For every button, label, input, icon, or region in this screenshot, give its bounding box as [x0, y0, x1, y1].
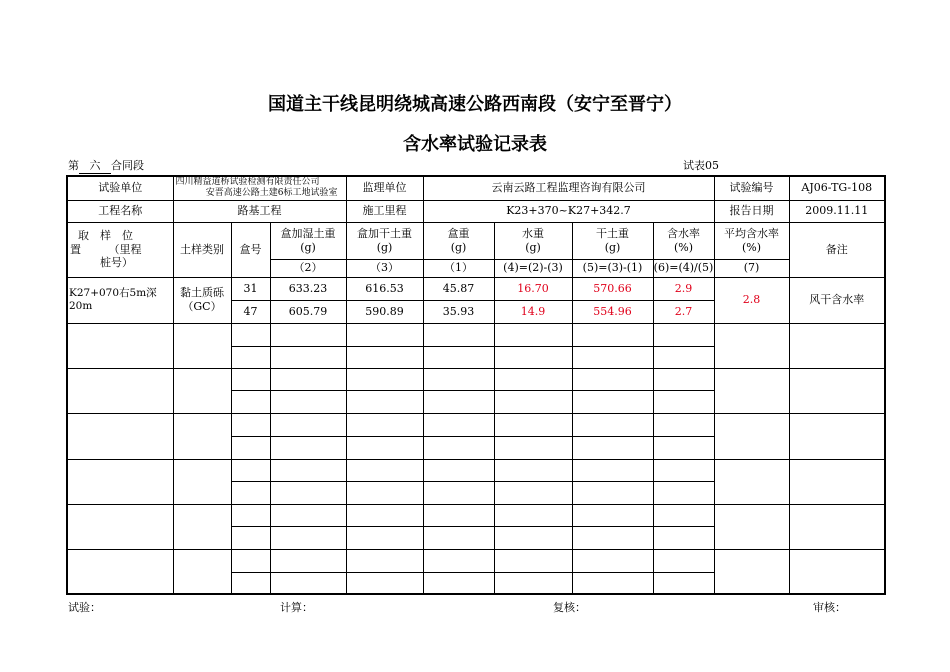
empty-cell [653, 459, 714, 481]
dry-soil-header [572, 222, 653, 259]
empty-cell [346, 572, 423, 594]
empty-cell [231, 549, 270, 572]
dry-header [346, 222, 423, 259]
empty-cell [270, 572, 346, 594]
empty-cell [653, 549, 714, 572]
empty-row [67, 323, 885, 346]
box-no-header: 盒号 [231, 222, 270, 277]
empty-cell [173, 323, 231, 368]
empty-cell [789, 459, 885, 504]
info-row-project [67, 200, 885, 222]
empty-cell [231, 346, 270, 368]
box-weight-cell: 35.93 [423, 300, 494, 323]
empty-cell [494, 572, 572, 594]
empty-cell [714, 413, 789, 459]
soil-type-header: 土样类别 [173, 222, 231, 277]
moisture-cell: 2.7 [653, 300, 714, 323]
empty-cell [270, 526, 346, 549]
table-row [67, 277, 885, 300]
tester-label: 试验： [68, 601, 101, 614]
empty-cell [572, 526, 653, 549]
box-header-title: 盒重 [447, 226, 470, 240]
test-no-label: 试验编号 [714, 176, 789, 200]
empty-cell [494, 459, 572, 481]
empty-cell [270, 504, 346, 526]
avg-header [714, 222, 789, 259]
sample-header-line3: 桩号） [100, 256, 133, 270]
contract-prefix: 第 [68, 159, 79, 172]
mileage-label: 施工里程 [346, 200, 423, 222]
empty-cell [346, 390, 423, 413]
empty-cell [270, 481, 346, 504]
empty-cell [423, 413, 494, 436]
empty-cell [67, 459, 173, 504]
empty-cell [346, 413, 423, 436]
empty-cell [231, 413, 270, 436]
empty-cell [423, 346, 494, 368]
empty-cell [67, 368, 173, 413]
empty-cell [346, 504, 423, 526]
empty-cell [423, 549, 494, 572]
form-title: 含水率试验记录表 [403, 134, 547, 155]
empty-cell [572, 481, 653, 504]
form-title-route: 国道主干线昆明绕城高速公路西南段（安宁至晋宁） [268, 94, 682, 115]
empty-cell [714, 368, 789, 413]
dry-header-title: 盒加干土重 [357, 226, 413, 240]
mileage-value: K23+370~K27+342.7 [423, 200, 714, 222]
empty-cell [346, 549, 423, 572]
empty-cell [494, 346, 572, 368]
empty-cell [346, 323, 423, 346]
wet-cell: 633.23 [270, 277, 346, 300]
empty-cell [789, 413, 885, 459]
empty-row [67, 504, 885, 526]
empty-cell [789, 323, 885, 368]
empty-cell [423, 436, 494, 459]
lab-line1: 四川精益道桥试验检测有限责任公司 [175, 177, 320, 187]
empty-cell [572, 323, 653, 346]
moisture-header-title: 含水率 [667, 226, 701, 240]
empty-cell [346, 346, 423, 368]
empty-cell [494, 504, 572, 526]
box-no-cell: 31 [231, 277, 270, 300]
empty-cell [270, 346, 346, 368]
water-header-unit: (g) [525, 240, 541, 254]
code-wet: （2） [270, 259, 346, 277]
reviewer-label: 复核： [553, 601, 586, 614]
moisture-record-table [66, 175, 886, 595]
empty-cell [423, 368, 494, 390]
soil-type-code: （GC） [182, 300, 222, 313]
empty-cell [572, 436, 653, 459]
wet-cell: 605.79 [270, 300, 346, 323]
empty-cell [789, 549, 885, 594]
empty-cell [494, 390, 572, 413]
empty-cell [270, 390, 346, 413]
empty-cell [423, 481, 494, 504]
wet-header-title: 盒加湿土重 [280, 226, 336, 240]
empty-cell [173, 413, 231, 459]
sample-header-line2: 置 （里程 [70, 242, 142, 256]
empty-cell [270, 368, 346, 390]
test-no-value: AJ06-TG-108 [789, 176, 885, 200]
lab-label: 试验单位 [67, 176, 173, 200]
code-dry-soil: (5)=(3)-(1) [572, 259, 653, 277]
water-header [494, 222, 572, 259]
empty-cell [231, 368, 270, 390]
empty-cell [714, 504, 789, 549]
empty-cell [572, 413, 653, 436]
dry-cell: 590.89 [346, 300, 423, 323]
empty-cell [270, 436, 346, 459]
empty-cell [572, 549, 653, 572]
empty-row [67, 549, 885, 572]
empty-cell [494, 368, 572, 390]
empty-cell [653, 481, 714, 504]
moisture-cell: 2.9 [653, 277, 714, 300]
empty-cell [67, 504, 173, 549]
project-value: 路基工程 [173, 200, 346, 222]
empty-cell [173, 368, 231, 413]
empty-cell [270, 459, 346, 481]
empty-cell [494, 436, 572, 459]
empty-cell [572, 368, 653, 390]
moisture-header-unit: (%) [673, 240, 694, 254]
info-row-lab [67, 176, 885, 200]
empty-row [67, 413, 885, 436]
empty-cell [572, 572, 653, 594]
empty-cell [653, 413, 714, 436]
soil-type [173, 277, 231, 323]
empty-cell [270, 323, 346, 346]
dry-soil-cell: 554.96 [572, 300, 653, 323]
empty-cell [653, 390, 714, 413]
avg-header-title: 平均含水率 [724, 226, 780, 240]
empty-cell [653, 572, 714, 594]
code-dry: （3） [346, 259, 423, 277]
header-row [67, 222, 885, 259]
empty-cell [494, 549, 572, 572]
empty-cell [346, 436, 423, 459]
wet-header [270, 222, 346, 259]
code-water: (4)=(2)-(3) [494, 259, 572, 277]
sample-header-line1: 取 样 位 [78, 228, 133, 242]
code-box: （1） [423, 259, 494, 277]
report-date-label: 报告日期 [714, 200, 789, 222]
sample-location-header [67, 222, 173, 277]
project-label: 工程名称 [67, 200, 173, 222]
empty-cell [346, 368, 423, 390]
empty-cell [572, 459, 653, 481]
contract-suffix: 合同段 [111, 159, 144, 172]
empty-cell [67, 323, 173, 368]
sample-location: K27+070右5m深20m [67, 277, 173, 323]
box-no-cell: 47 [231, 300, 270, 323]
empty-cell [270, 413, 346, 436]
empty-cell [714, 459, 789, 504]
dry-cell: 616.53 [346, 277, 423, 300]
wet-header-unit: (g) [300, 240, 316, 254]
moisture-header [653, 222, 714, 259]
empty-cell [231, 323, 270, 346]
dry-soil-header-unit: (g) [604, 240, 621, 254]
avg-header-unit: (%) [741, 240, 762, 254]
empty-cell [653, 436, 714, 459]
report-date-value: 2009.11.11 [789, 200, 885, 222]
code-moisture: (6)=(4)/(5) [653, 259, 714, 277]
remark-header: 备注 [789, 222, 885, 277]
empty-cell [423, 459, 494, 481]
dry-soil-cell: 570.66 [572, 277, 653, 300]
calculator-label: 计算： [280, 601, 313, 614]
empty-cell [789, 368, 885, 413]
water-cell: 14.9 [494, 300, 572, 323]
empty-cell [173, 504, 231, 549]
empty-cell [714, 549, 789, 594]
empty-cell [346, 481, 423, 504]
empty-cell [423, 323, 494, 346]
empty-cell [270, 549, 346, 572]
empty-cell [231, 572, 270, 594]
box-header-unit: (g) [450, 240, 467, 254]
empty-cell [653, 368, 714, 390]
empty-cell [231, 436, 270, 459]
remark-cell: 风干含水率 [789, 277, 885, 323]
empty-cell [572, 504, 653, 526]
supervisor-label: 监理单位 [346, 176, 423, 200]
box-weight-cell: 45.87 [423, 277, 494, 300]
lab-line2: 安晋高速公路土建6标工地试验室 [205, 188, 338, 199]
empty-cell [494, 481, 572, 504]
empty-cell [231, 390, 270, 413]
empty-cell [653, 526, 714, 549]
empty-cell [494, 323, 572, 346]
soil-type-name: 黏土质砾 [180, 286, 224, 300]
empty-cell [423, 526, 494, 549]
empty-cell [346, 526, 423, 549]
contract-number: 六 [79, 157, 111, 174]
empty-cell [67, 413, 173, 459]
box-header [423, 222, 494, 259]
dry-header-unit: (g) [376, 240, 393, 254]
empty-cell [346, 459, 423, 481]
empty-cell [494, 526, 572, 549]
empty-cell [231, 481, 270, 504]
contract-section [68, 157, 144, 174]
empty-cell [572, 390, 653, 413]
empty-cell [423, 504, 494, 526]
empty-cell [653, 323, 714, 346]
empty-cell [173, 549, 231, 594]
form-number: 试表05 [683, 159, 719, 172]
approver-label: 审核： [813, 601, 846, 614]
empty-cell [231, 504, 270, 526]
water-header-title: 水重 [522, 226, 545, 240]
supervisor-value: 云南云路工程监理咨询有限公司 [423, 176, 714, 200]
empty-cell [423, 390, 494, 413]
empty-cell [572, 346, 653, 368]
dry-soil-header-title: 干土重 [596, 226, 630, 240]
empty-row [67, 368, 885, 390]
empty-cell [714, 323, 789, 368]
empty-cell [789, 504, 885, 549]
empty-cell [653, 504, 714, 526]
empty-cell [231, 459, 270, 481]
empty-cell [231, 526, 270, 549]
water-cell: 16.70 [494, 277, 572, 300]
lab-value [173, 176, 346, 200]
empty-cell [173, 459, 231, 504]
empty-row [67, 459, 885, 481]
empty-cell [423, 572, 494, 594]
code-avg: (7) [714, 259, 789, 277]
empty-cell [494, 413, 572, 436]
avg-moisture-cell: 2.8 [714, 277, 789, 323]
empty-cell [653, 346, 714, 368]
empty-cell [67, 549, 173, 594]
